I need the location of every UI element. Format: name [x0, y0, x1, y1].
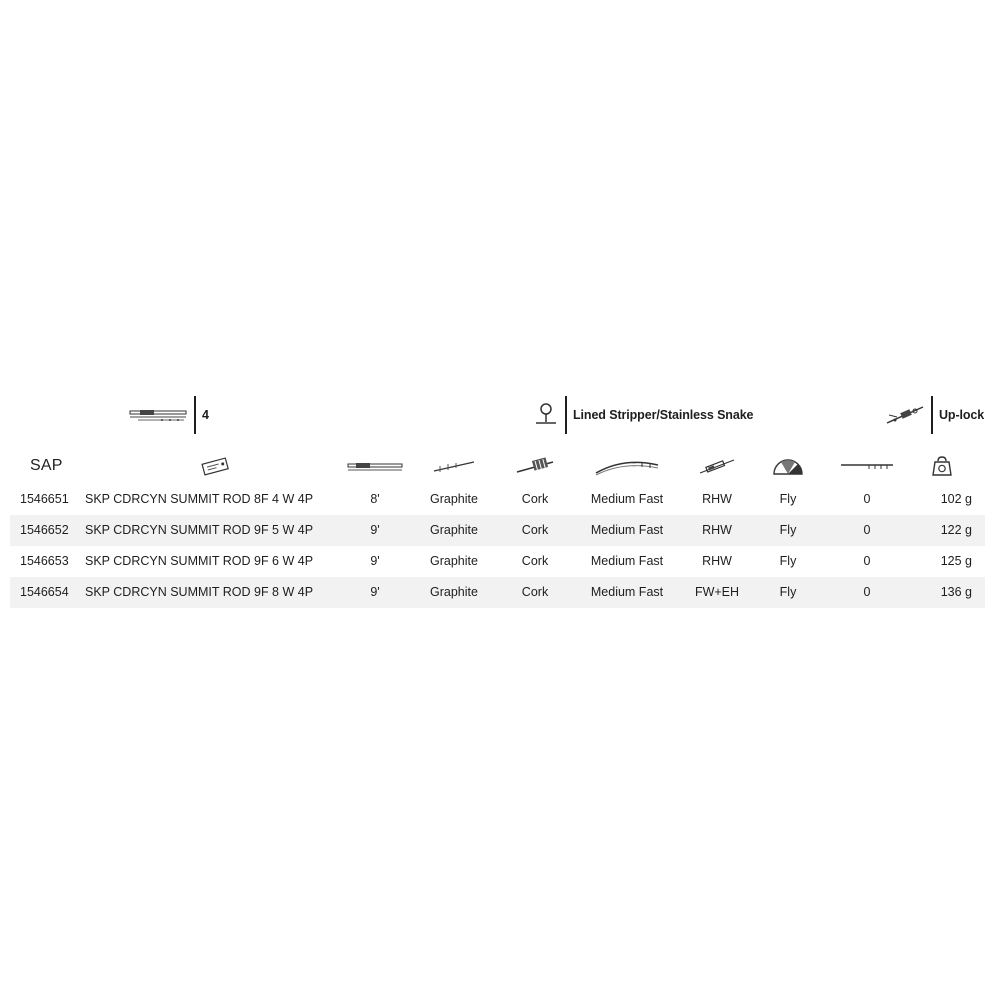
row-type: Fly	[779, 585, 797, 599]
rings-icon	[839, 459, 895, 473]
reel-seat-icon	[698, 456, 736, 476]
header-type	[755, 448, 821, 484]
table-row	[10, 577, 985, 608]
row-description: SKP CDRCYN SUMMIT ROD 9F 8 W 4P	[85, 585, 314, 599]
power-gauge-icon	[772, 455, 804, 477]
row-reel-seat: RHW	[702, 523, 732, 537]
action-icon	[594, 455, 660, 477]
weight-icon	[930, 454, 954, 478]
handle-icon	[515, 456, 555, 476]
header-length	[335, 448, 415, 484]
reel-seat-lock-icon	[885, 401, 925, 429]
table-header	[10, 448, 985, 484]
row-value: 0	[863, 585, 871, 599]
row-value: 0	[863, 523, 871, 537]
row-length: 9'	[370, 585, 380, 599]
row-action: Medium Fast	[590, 492, 664, 506]
table-row	[10, 484, 985, 515]
feature-guides	[533, 396, 753, 434]
description-tag-icon	[200, 456, 230, 476]
row-material: Graphite	[430, 523, 478, 537]
divider	[931, 396, 933, 434]
rod-length-icon	[346, 458, 404, 474]
row-weight: 122 g	[940, 523, 972, 537]
row-sap: 1546652	[20, 523, 69, 537]
rod-sections-icon	[128, 405, 188, 425]
header-reel-seat	[682, 448, 752, 484]
row-material: Graphite	[430, 492, 478, 506]
sections-value: 4	[202, 408, 209, 422]
header-rings	[830, 448, 904, 484]
header-material	[414, 448, 494, 484]
divider	[565, 396, 567, 434]
row-type: Fly	[779, 523, 797, 537]
row-weight: 136 g	[940, 585, 972, 599]
sap-label: SAP	[30, 457, 63, 474]
row-value: 0	[863, 492, 871, 506]
row-description: SKP CDRCYN SUMMIT ROD 9F 5 W 4P	[85, 523, 314, 537]
guide-icon	[533, 400, 559, 430]
spec-table	[10, 448, 985, 608]
header-action	[577, 448, 677, 484]
guides-value: Lined Stripper/Stainless Snake	[573, 408, 754, 422]
feature-sections	[128, 396, 209, 434]
row-handle: Cork	[521, 492, 549, 506]
row-type: Fly	[779, 554, 797, 568]
row-handle: Cork	[521, 523, 549, 537]
header-sap	[30, 448, 90, 484]
row-length: 9'	[370, 523, 380, 537]
row-action: Medium Fast	[590, 554, 664, 568]
row-weight: 125 g	[940, 554, 972, 568]
header-description	[85, 448, 345, 484]
row-length: 8'	[370, 492, 380, 506]
divider	[194, 396, 196, 434]
row-reel-seat: RHW	[702, 554, 732, 568]
row-length: 9'	[370, 554, 380, 568]
row-reel-seat: RHW	[702, 492, 732, 506]
row-description: SKP CDRCYN SUMMIT ROD 8F 4 W 4P	[85, 492, 314, 506]
row-action: Medium Fast	[590, 523, 664, 537]
row-handle: Cork	[521, 554, 549, 568]
table-row	[10, 515, 985, 546]
row-description: SKP CDRCYN SUMMIT ROD 9F 6 W 4P	[85, 554, 314, 568]
row-material: Graphite	[430, 554, 478, 568]
row-material: Graphite	[430, 585, 478, 599]
rod-material-icon	[432, 458, 476, 474]
row-reel-seat: FW+EH	[694, 585, 740, 599]
row-value: 0	[863, 554, 871, 568]
row-sap: 1546654	[20, 585, 69, 599]
row-handle: Cork	[521, 585, 549, 599]
row-type: Fly	[779, 492, 797, 506]
header-handle	[500, 448, 570, 484]
row-sap: 1546653	[20, 554, 69, 568]
reel-seat-lock-value: Up-lock	[939, 408, 985, 422]
row-weight: 102 g	[940, 492, 972, 506]
feature-reel-seat-lock	[885, 396, 984, 434]
row-action: Medium Fast	[590, 585, 664, 599]
header-weight	[910, 448, 974, 484]
row-sap: 1546651	[20, 492, 69, 506]
table-row	[10, 546, 985, 577]
